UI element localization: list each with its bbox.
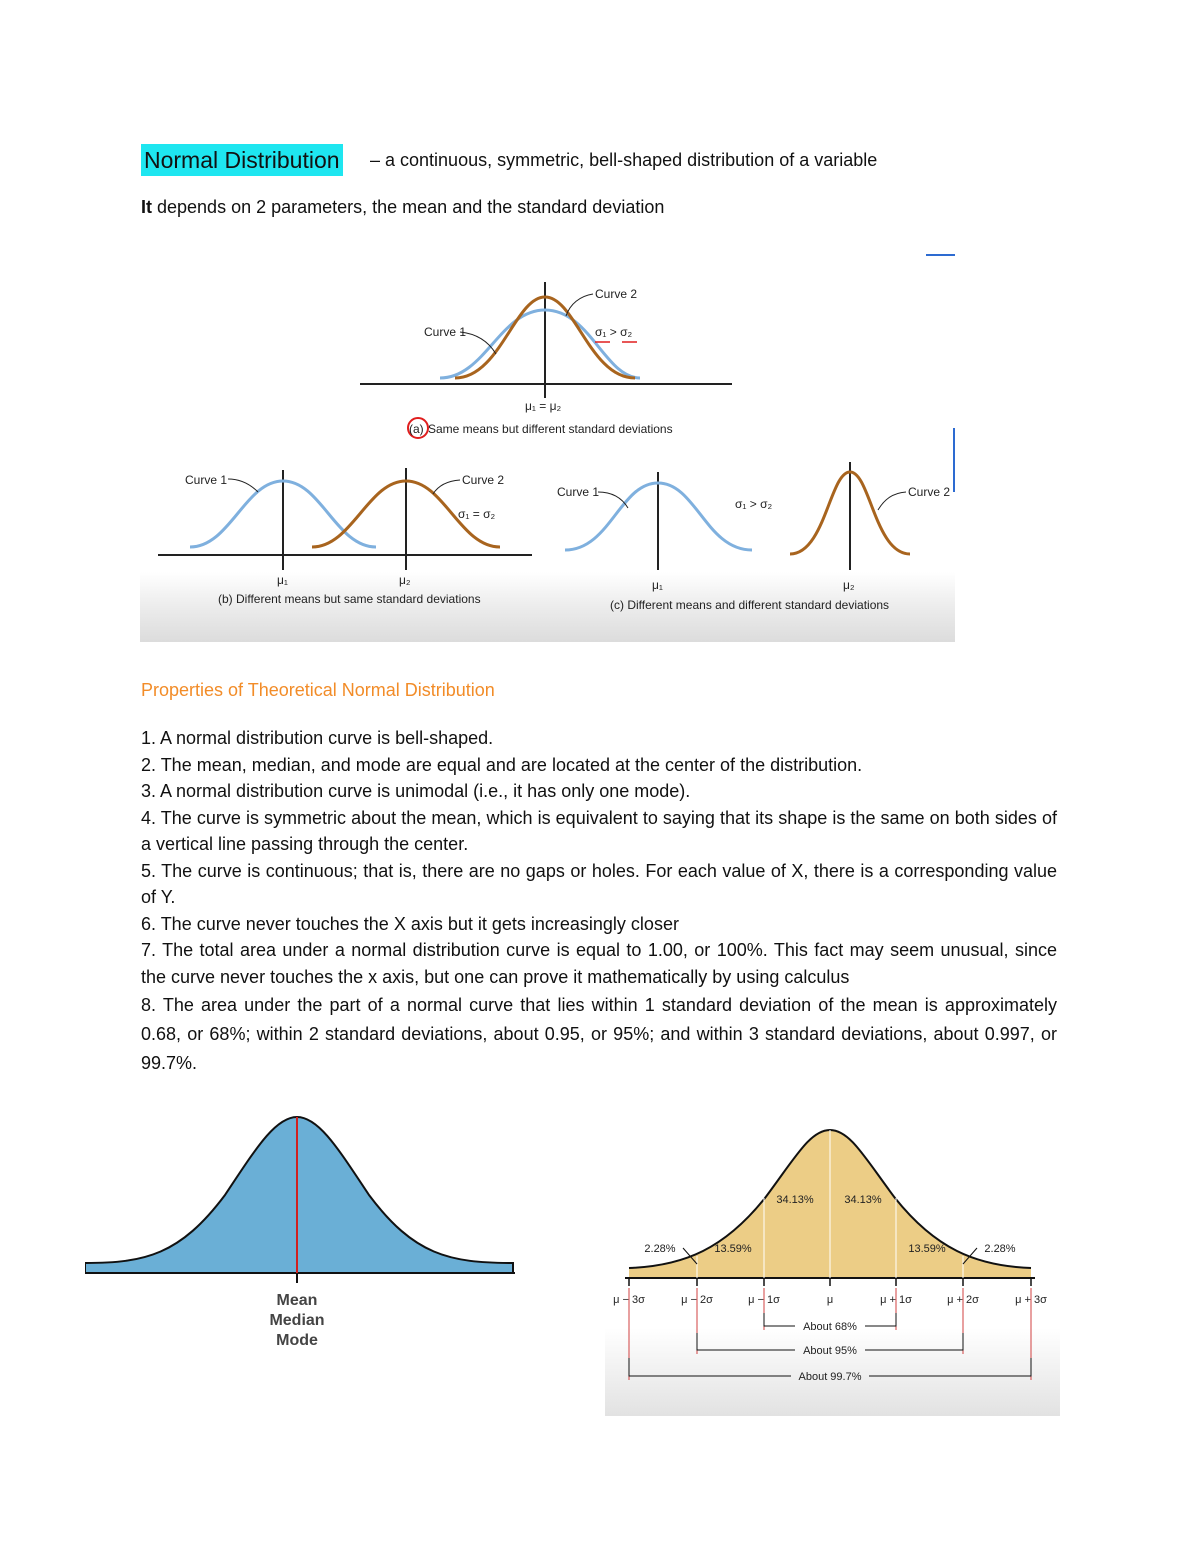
- axis-label-plus2: μ + 2σ: [947, 1294, 979, 1306]
- blue-bell-area: [85, 1117, 513, 1273]
- pct-inner-right: 34.13%: [844, 1194, 882, 1206]
- pct-outer-left: 2.28%: [644, 1243, 676, 1255]
- panel-c-curve2-label: Curve 2: [908, 485, 951, 499]
- panel-c-sigma-relation: σ₁ > σ₂: [735, 497, 773, 511]
- axis-label-mu: μ: [826, 1294, 834, 1306]
- pct-mid-left: 13.59%: [714, 1243, 752, 1255]
- panel-a-caption: Same means but different standard deviations: [428, 422, 673, 436]
- property-item: 7. The total area under a normal distribution curve is equal to 1.00, or 100%. This fact may seem unusual, since the curve never touches the x axis, but one can prove it mathematically by using calculus: [141, 940, 1057, 987]
- panel-b-sigma-relation: σ₁ = σ₂: [458, 507, 496, 521]
- panel-b-curve2-pointer: [433, 480, 460, 494]
- normal-curves-figure: [140, 250, 960, 645]
- term-highlighted: Normal Distribution: [141, 144, 343, 176]
- range-68: About 68%: [803, 1321, 857, 1333]
- pct-inner-left: 34.13%: [776, 1194, 814, 1206]
- property-item: 6. The curve never touches the X axis but it gets increasingly closer: [141, 913, 679, 934]
- axis-label-minus2: μ − 2σ: [681, 1294, 713, 1306]
- panel-b-mu2: μ₂: [399, 573, 411, 587]
- parameters-lead: It: [141, 197, 152, 217]
- term-definition: – a continuous, symmetric, bell-shaped distribution of a variable: [370, 150, 878, 170]
- range-95: About 95%: [803, 1345, 857, 1357]
- property-item: 2. The mean, median, and mode are equal and are located at the center of the distribution.: [141, 754, 863, 775]
- parameters-rest: depends on 2 parameters, the mean and the standard deviation: [152, 197, 665, 217]
- panel-c-mu1: μ₁: [652, 578, 663, 592]
- panel-a: [360, 282, 732, 438]
- panel-a-mu-label: μ₁ = μ₂: [525, 399, 562, 413]
- axis-label-minus1: μ − 1σ: [748, 1294, 780, 1306]
- label-median: Median: [269, 1312, 325, 1329]
- panel-a-caption-letter: (a): [409, 422, 424, 436]
- panel-a-curve1-label: Curve 1: [424, 325, 467, 339]
- panel-c-caption: (c) Different means and different standard deviations: [610, 598, 890, 612]
- panel-b-curve2-label: Curve 2: [462, 473, 505, 487]
- panel-b-caption: (b) Different means but same standard deviations: [218, 592, 481, 606]
- axis-label-minus3: μ − 3σ: [613, 1294, 645, 1306]
- pct-mid-right: 13.59%: [908, 1243, 946, 1255]
- panel-a-curve2-pointer: [566, 294, 593, 316]
- properties-heading: Properties of Theoretical Normal Distribution: [141, 680, 495, 700]
- panel-a-sigma-relation: σ₁ > σ₂: [595, 325, 633, 339]
- label-mean: Mean: [276, 1292, 318, 1309]
- property-item: 3. A normal distribution curve is unimodal (i.e., it has only one mode).: [141, 781, 691, 801]
- label-mode: Mode: [276, 1332, 318, 1349]
- mean-median-mode-figure: [85, 1105, 520, 1355]
- properties-list: [141, 725, 1057, 1078]
- axis-ticks: [629, 1278, 1031, 1286]
- pct-outer-right: 2.28%: [984, 1243, 1016, 1255]
- property-item: 1. A normal distribution curve is bell-shaped.: [141, 728, 494, 748]
- panel-b-mu1: μ₁: [277, 573, 288, 587]
- property-item: 4. The curve is symmetric about the mean, which is equivalent to saying that its shape is the same on both sides of a vertical line passing through the center.: [141, 807, 1057, 854]
- property-item: 5. The curve is continuous; that is, there are no gaps or holes. For each value of X, there is a corresponding value of Y.: [141, 860, 1057, 907]
- parameters-line: [141, 197, 664, 218]
- axis-label-plus3: μ + 3σ: [1015, 1294, 1047, 1306]
- property-item: 8. The area under the part of a normal curve that lies within 1 standard deviation of the mean is approximately 0.68, or 68%; within 2 standard deviations, about 0.95, or 95%; and within 3 standard deviations, about 0.997, or 99.7%.: [141, 995, 1057, 1073]
- panel-c-curve2-pointer: [878, 492, 906, 510]
- panel-c-mu2: μ₂: [843, 578, 855, 592]
- panel-b-curve1-label: Curve 1: [185, 473, 228, 487]
- panel-c-curve1-label: Curve 1: [557, 485, 600, 499]
- axis-label-plus1: μ + 1σ: [880, 1294, 912, 1306]
- empirical-rule-figure: [605, 1118, 1060, 1416]
- panel-b-curve1-pointer: [228, 479, 258, 492]
- panel-a-curve2-label: Curve 2: [595, 287, 638, 301]
- range-997: About 99.7%: [798, 1371, 862, 1383]
